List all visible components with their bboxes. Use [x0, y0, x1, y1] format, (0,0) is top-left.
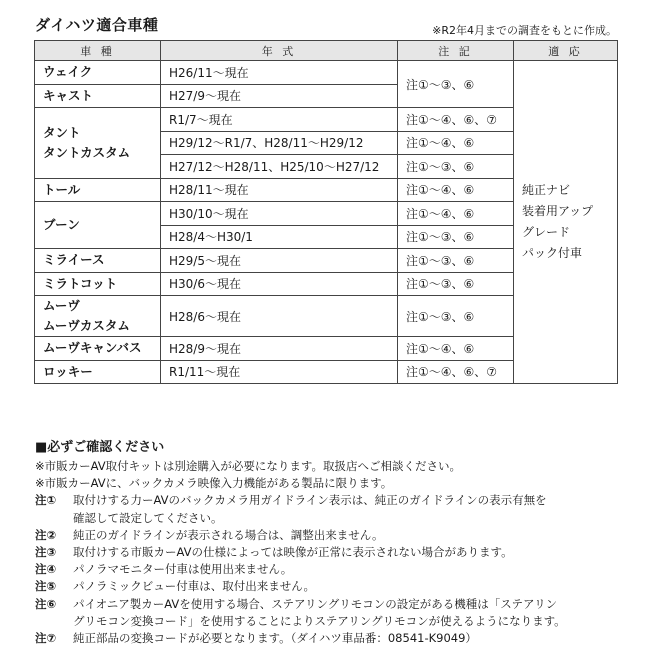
vehicle-name-line: タントカスタム	[43, 144, 131, 160]
note-ref: 注①～④、⑥	[398, 337, 514, 361]
table-row	[35, 61, 618, 85]
vehicle-name-line: タント	[43, 124, 81, 140]
note-label: 注④	[35, 562, 57, 577]
vehicle-name	[35, 296, 161, 337]
page-title: ダイハツ適合車種	[35, 16, 159, 34]
compatibility-table	[34, 40, 618, 384]
note-ref: 注①～③、⑥	[398, 155, 514, 179]
note-ref: 注①～③、⑥	[398, 296, 514, 337]
note-ref: 注①～④、⑥	[398, 202, 514, 226]
note-label: 注①	[35, 493, 57, 508]
header-vehicle: 車 種	[35, 41, 161, 61]
note-text: 確認して設定してください。	[73, 510, 223, 525]
note-ref: 注①～③、⑥	[398, 249, 514, 273]
note-ref: 注①～③、⑥	[398, 61, 514, 108]
notice-line: ※市販カーAV取付キットは別途購入が必要になります。取扱店へご相談ください。	[35, 459, 461, 473]
note-text: 純正部品の変換コードが必要となります。（ダイハツ車品番：08541-K9049）	[73, 631, 477, 646]
note-label: 注⑤	[35, 579, 57, 594]
note-1	[35, 492, 625, 526]
note-label: 注⑥	[35, 596, 57, 611]
survey-note: ※R2年4月までの調査をもとに作成。	[432, 24, 617, 37]
header-compat: 適 応	[514, 41, 618, 61]
compat-line: グレード	[522, 225, 571, 239]
notes-block	[35, 458, 625, 647]
model-year: H28/11～現在	[161, 178, 398, 202]
note-text: パノラミックビュー付車は、取付出来ません。	[73, 579, 315, 594]
compat-line: 装着用アップ	[522, 204, 594, 218]
note-ref: 注①～④、⑥	[398, 131, 514, 155]
compat-cell	[514, 61, 618, 384]
note-text: 取付けする市販カーAVの仕様によっては映像が正常に表示されない場合があります。	[73, 545, 513, 560]
vehicle-name: ロッキー	[35, 360, 161, 384]
model-year: H29/12～R1/7、H28/11～H29/12	[161, 131, 398, 155]
note-2	[35, 527, 625, 544]
note-7	[35, 630, 625, 647]
note-text: パノラマモニター付車は使用出来ません。	[73, 562, 293, 577]
vehicle-name: ミラトコット	[35, 272, 161, 296]
vehicle-name: キャスト	[35, 84, 161, 108]
confirm-heading: ■必ずご確認ください	[35, 440, 165, 455]
model-year: H28/6～現在	[161, 296, 398, 337]
note-text: パイオニア製カーAVを使用する場合、ステアリングリモコンの設定がある機種は「ステアリン	[73, 596, 558, 611]
model-year: R1/7～現在	[161, 108, 398, 132]
model-year: H30/10～現在	[161, 202, 398, 226]
model-year: H27/12～H28/11、H25/10～H27/12	[161, 155, 398, 179]
note-ref: 注①～③、⑥	[398, 272, 514, 296]
table-header-row	[35, 41, 618, 61]
vehicle-name: ムーヴキャンバス	[35, 337, 161, 361]
notice-line: ※市販カーAVに、バックカメラ映像入力機能がある製品に限ります。	[35, 476, 393, 491]
note-5	[35, 578, 625, 595]
note-3	[35, 544, 625, 561]
note-4	[35, 561, 625, 578]
vehicle-name: ブーン	[35, 202, 161, 249]
note-ref: 注①～④、⑥	[398, 178, 514, 202]
note-text: グリモコン変換コード」を使用することによりステアリングリモコンが使えるようになります。	[73, 613, 566, 628]
model-year: H28/4～H30/1	[161, 225, 398, 249]
note-6	[35, 596, 625, 630]
model-year: H30/6～現在	[161, 272, 398, 296]
model-year: R1/11～現在	[161, 360, 398, 384]
note-label: 注⑦	[35, 631, 57, 646]
vehicle-name	[35, 108, 161, 179]
compat-line: 純正ナビ	[522, 183, 571, 197]
vehicle-name: ウェイク	[35, 61, 161, 85]
note-text: 取付けする力ーAVのバックカメラ用ガイドライン表示は、純正のガイドラインの表示有無を	[73, 493, 547, 508]
vehicle-name: ミライース	[35, 249, 161, 273]
vehicle-name: トール	[35, 178, 161, 202]
model-year: H28/9～現在	[161, 337, 398, 361]
note-ref: 注①～④、⑥、⑦	[398, 108, 514, 132]
compat-line: パック付車	[522, 246, 583, 260]
header-notes: 注 記	[398, 41, 514, 61]
header-year: 年 式	[161, 41, 398, 61]
vehicle-name-line: ムーヴ	[43, 298, 80, 313]
note-label: 注②	[35, 527, 57, 542]
note-ref: 注①～③、⑥	[398, 225, 514, 249]
vehicle-name-line: ムーヴカスタム	[43, 318, 130, 333]
note-label: 注③	[35, 545, 57, 560]
note-text: 純正のガイドラインが表示される場合は、調整出来ません。	[73, 527, 384, 542]
model-year: H27/9～現在	[161, 84, 398, 108]
model-year: H26/11～現在	[161, 61, 398, 85]
model-year: H29/5～現在	[161, 249, 398, 273]
note-ref: 注①～④、⑥、⑦	[398, 360, 514, 384]
